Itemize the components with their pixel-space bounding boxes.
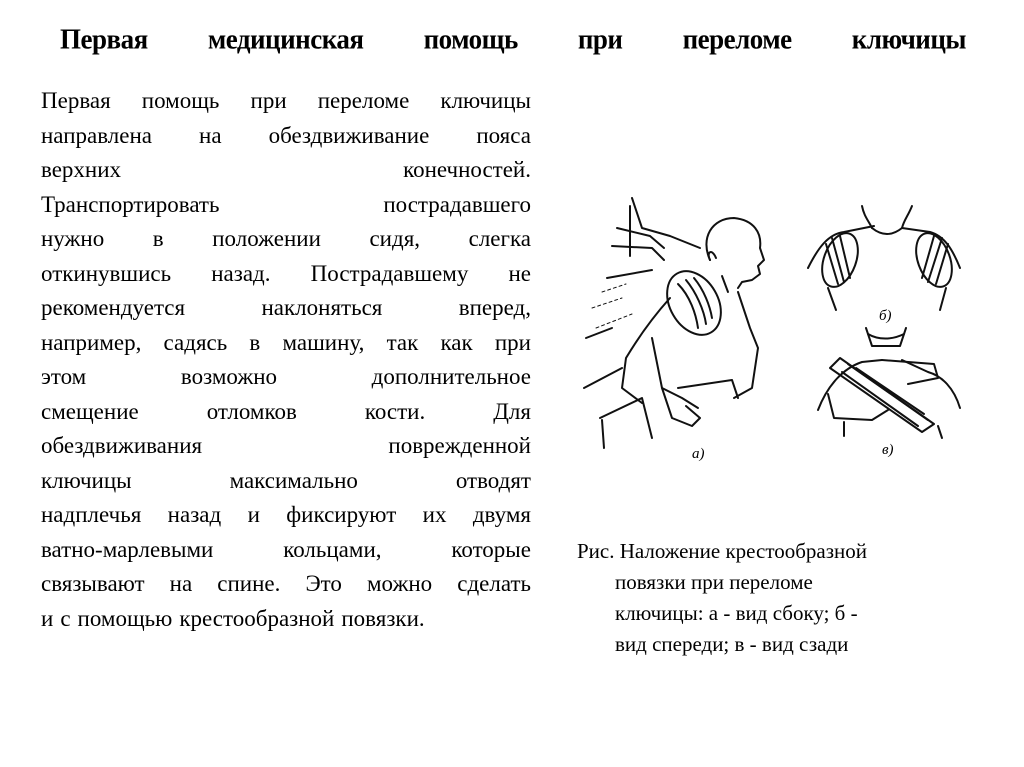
text-line (41, 395, 531, 430)
back-view-drawing (818, 328, 960, 438)
text-line (41, 153, 531, 188)
word: и (41, 605, 54, 631)
slide-title (60, 23, 966, 56)
word: сидя, (369, 226, 421, 251)
word: наклоняться (261, 295, 383, 320)
word: смещение (41, 398, 139, 424)
word: назад (167, 502, 222, 527)
word: верхних (41, 157, 122, 182)
word: помощью (77, 605, 173, 631)
word: обездвиживания (41, 433, 203, 458)
text-line (41, 84, 531, 119)
word: машину, (282, 329, 365, 355)
text-line (41, 429, 531, 464)
word: повязки. (341, 605, 425, 631)
text-line (41, 291, 531, 326)
title-word: при (577, 23, 623, 55)
word: при (250, 88, 287, 113)
text-line (41, 222, 531, 257)
word: так (386, 329, 419, 355)
title-word: переломе (682, 23, 792, 55)
word: обездвиживание (268, 122, 430, 148)
word: слегка (468, 226, 531, 251)
body-paragraph (41, 84, 531, 636)
word: сделать (457, 571, 531, 596)
figure-caption (577, 536, 977, 660)
word: ватно-марлевыми (41, 536, 214, 562)
word: Для (493, 398, 531, 424)
text-line (41, 602, 531, 637)
word: помощь (141, 88, 220, 113)
word: этом (41, 364, 87, 389)
word: можно (366, 571, 433, 596)
bandage-illustration (582, 188, 970, 468)
word: направлена (41, 122, 152, 148)
title-word: Первая (60, 23, 148, 55)
word: кольцами, (283, 536, 382, 562)
word: садясь (163, 329, 228, 355)
text-line (41, 498, 531, 533)
text-line (41, 464, 531, 499)
word: нужно (41, 226, 105, 251)
word: возможно (180, 364, 278, 389)
word: крестообразной (179, 605, 335, 631)
figure-label-v: в) (882, 442, 894, 458)
word: поврежденной (388, 433, 531, 458)
word: которые (451, 536, 531, 562)
word: рекомендуется (41, 295, 186, 320)
word: не (508, 260, 531, 286)
word: в (249, 329, 261, 355)
word: назад. (211, 260, 271, 286)
text-line (41, 567, 531, 602)
word: при (494, 329, 531, 355)
caption-line: повязки при переломе (615, 570, 813, 594)
figure-label-a: а) (692, 446, 705, 462)
word: пострадавшего (383, 191, 531, 217)
word: связывают (41, 571, 145, 596)
word: Пострадавшему (310, 260, 469, 286)
word: спине. (217, 571, 281, 596)
word: ключицы (440, 88, 531, 113)
side-view-drawing (584, 198, 764, 448)
caption-line: Рис. Наложение крестообразной (577, 539, 868, 563)
word: ключицы (41, 467, 132, 493)
caption-line: вид спереди; в - вид сзади (615, 632, 849, 656)
word: с (60, 605, 71, 631)
figure-label-b: б) (879, 308, 892, 324)
word: отломков (206, 398, 297, 424)
word: на (199, 122, 222, 148)
word: дополнительное (371, 364, 531, 389)
text-line (41, 188, 531, 223)
text-line (41, 257, 531, 292)
title-word: медицинская (207, 23, 364, 55)
word: как (440, 329, 473, 355)
word: кости. (364, 398, 426, 424)
word: Первая (41, 88, 111, 113)
word: Транспортировать (41, 191, 220, 217)
word: на (169, 571, 193, 596)
text-line (41, 119, 531, 154)
word: их (422, 502, 447, 527)
word: и (247, 502, 260, 527)
word: в (152, 226, 164, 251)
word: максимально (229, 467, 358, 493)
title-word: помощь (423, 23, 518, 55)
caption-line: ключицы: а - вид сбоку; б - (615, 601, 858, 625)
text-line (41, 326, 531, 361)
word: фиксируют (286, 502, 397, 527)
text-line (41, 360, 531, 395)
front-view-drawing (808, 206, 960, 310)
word: вперед, (458, 295, 531, 320)
word: положении (212, 226, 321, 251)
word: пояса (476, 122, 531, 148)
word: переломе (317, 88, 410, 113)
word: двумя (472, 502, 531, 527)
word: например, (41, 329, 142, 355)
word: откинувшись (41, 260, 172, 286)
text-line (41, 533, 531, 568)
word: отводят (455, 467, 531, 493)
word: конечностей. (403, 157, 531, 182)
word: Это (305, 571, 342, 596)
title-word: ключицы (851, 23, 966, 55)
word: надплечья (41, 502, 142, 527)
